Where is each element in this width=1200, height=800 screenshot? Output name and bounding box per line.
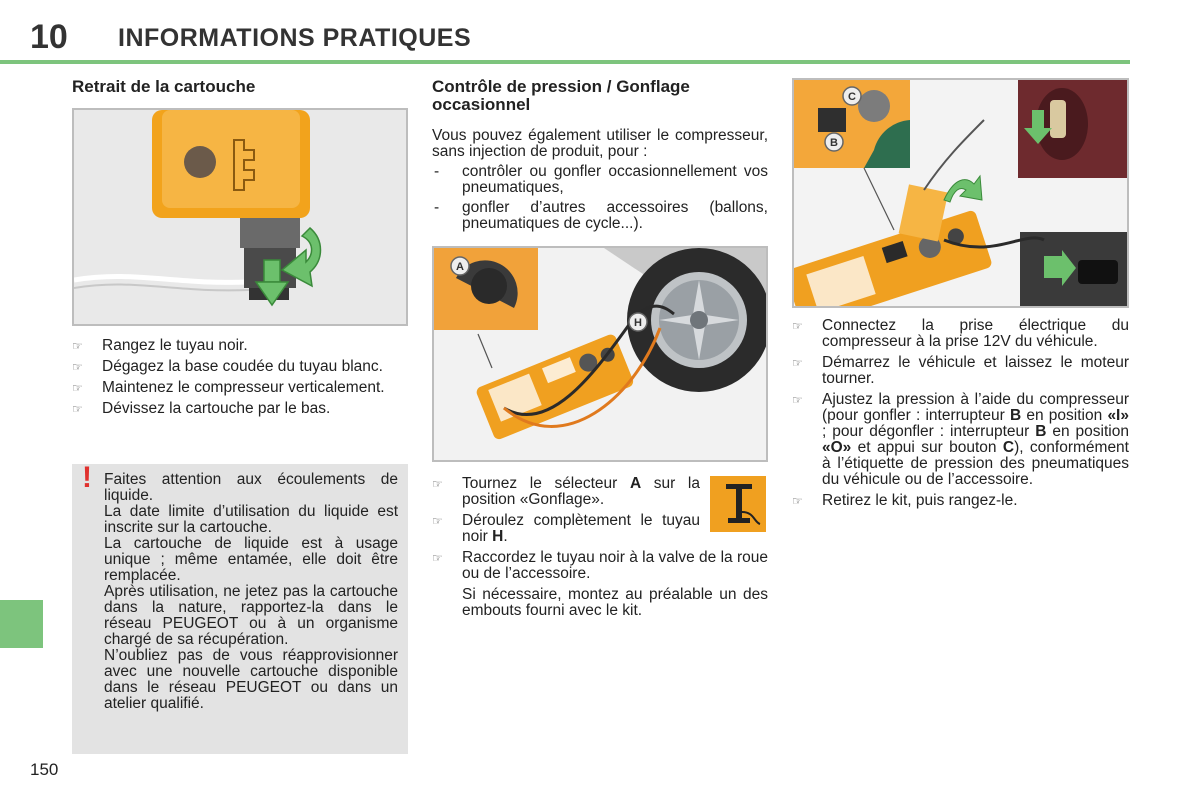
usage-list (432, 164, 768, 232)
pointing-hand-icon: ☞ (792, 494, 803, 508)
pointing-hand-icon: ☞ (792, 356, 803, 370)
list-item: ☞ Dévissez la cartouche par le bas. (72, 400, 331, 417)
step-note: Si nécessaire, montez au préalable un des embouts fourni avec le kit. (462, 586, 768, 619)
list-item: - contrôler ou gonfler occasionnellement vos pneumatiques, (434, 163, 768, 196)
list-item: ☞ Dégagez la base coudée du tuyau blanc. (72, 358, 383, 375)
inflation-figure (432, 246, 768, 462)
pointing-hand-icon: ☞ (72, 381, 83, 395)
warning-paragraph: N’oubliez pas de vous réapprovisionner avec une nouvelle cartouche disponible dans le réseau PEUGEOT ou dans un atelier qualifié. (104, 647, 398, 712)
connection-illustration (794, 80, 1129, 308)
page-number: 150 (30, 760, 59, 779)
list-item: ☞ Retirez le kit, puis rangez-le. (792, 492, 1018, 509)
list-item: ☞ Démarrez le véhicule et laissez le moteur tourner. (792, 354, 1129, 387)
list-item: ☞ Connectez la prise électrique du compresseur à la prise 12V du véhicule. (792, 317, 1129, 350)
warning-paragraph: La date limite d’utilisation du liquide est inscrite sur la cartouche. (104, 503, 398, 536)
pointing-hand-icon: ☞ (432, 477, 443, 491)
connection-steps (792, 318, 1129, 509)
list-item: ☞ Tournez le sélecteur A sur la position «Gonflage». (432, 475, 700, 508)
inflation-steps (432, 476, 768, 619)
pointing-hand-icon: ☞ (432, 514, 443, 528)
warning-box (72, 461, 408, 754)
column-connection (792, 78, 1129, 514)
list-item: ☞ Rangez le tuyau noir. (72, 337, 248, 354)
section-title-pressure-check: Contrôle de pression / Gonflage occasionnel (432, 77, 690, 114)
list-item: ☞ Ajustez la pression à l’aide du compresseur (pour gonfler : interrupteur B en position «I» ; pour dégonfler : interrupteur B en position «O» et appui sur bouton C), conformément à l’étiquette de pression des pneumatiques du véhicule ou de l’accessoire. (792, 391, 1129, 488)
connection-figure (792, 78, 1129, 308)
pointing-hand-icon: ☞ (72, 402, 83, 416)
header-rule (0, 60, 1130, 64)
chapter-number: 10 (30, 18, 68, 56)
list-item: ☞ Raccordez le tuyau noir à la valve de la roue ou de l’accessoire. (432, 549, 768, 582)
column-pressure-check (432, 78, 768, 619)
cartridge-removal-steps (72, 338, 408, 417)
inflation-illustration (434, 248, 768, 462)
pointing-hand-icon: ☞ (792, 319, 803, 333)
pointing-hand-icon: ☞ (432, 551, 443, 565)
figure-label-b: B (830, 137, 838, 149)
chapter-title: INFORMATIONS PRATIQUES (118, 24, 472, 52)
column-cartridge-removal (72, 78, 408, 422)
chapter-side-tab (0, 600, 43, 648)
cartridge-illustration (74, 110, 408, 326)
figure-label-c: C (848, 91, 856, 103)
section-title-cartridge-removal: Retrait de la cartouche (72, 77, 256, 96)
list-item: - gonfler d’autres accessoires (ballons, pneumatiques de cycle...). (434, 199, 768, 232)
list-item: ☞ Maintenez le compresseur verticalement. (72, 379, 385, 396)
warning-paragraph: Après utilisation, ne jetez pas la cartouche dans la nature, rapportez-la dans le réseau PEUGEOT ou à un organisme chargé de sa récupération. (104, 583, 398, 648)
cartridge-removal-figure (72, 108, 408, 326)
warning-paragraph: Faites attention aux écoulements de liquide. (104, 471, 398, 504)
figure-label-h: H (634, 317, 642, 329)
section-intro: Vous pouvez également utiliser le compresseur, sans injection de produit, pour : (432, 127, 768, 160)
pointing-hand-icon: ☞ (792, 393, 803, 407)
pointing-hand-icon: ☞ (72, 360, 83, 374)
figure-label-a: A (456, 261, 464, 273)
warning-paragraph: La cartouche de liquide est à usage unique ; même entamée, elle doit être remplacée. (104, 535, 398, 584)
list-item: ☞ Déroulez complètement le tuyau noir H. (432, 512, 700, 545)
warning-icon: ! (82, 461, 92, 494)
pointing-hand-icon: ☞ (72, 339, 83, 353)
